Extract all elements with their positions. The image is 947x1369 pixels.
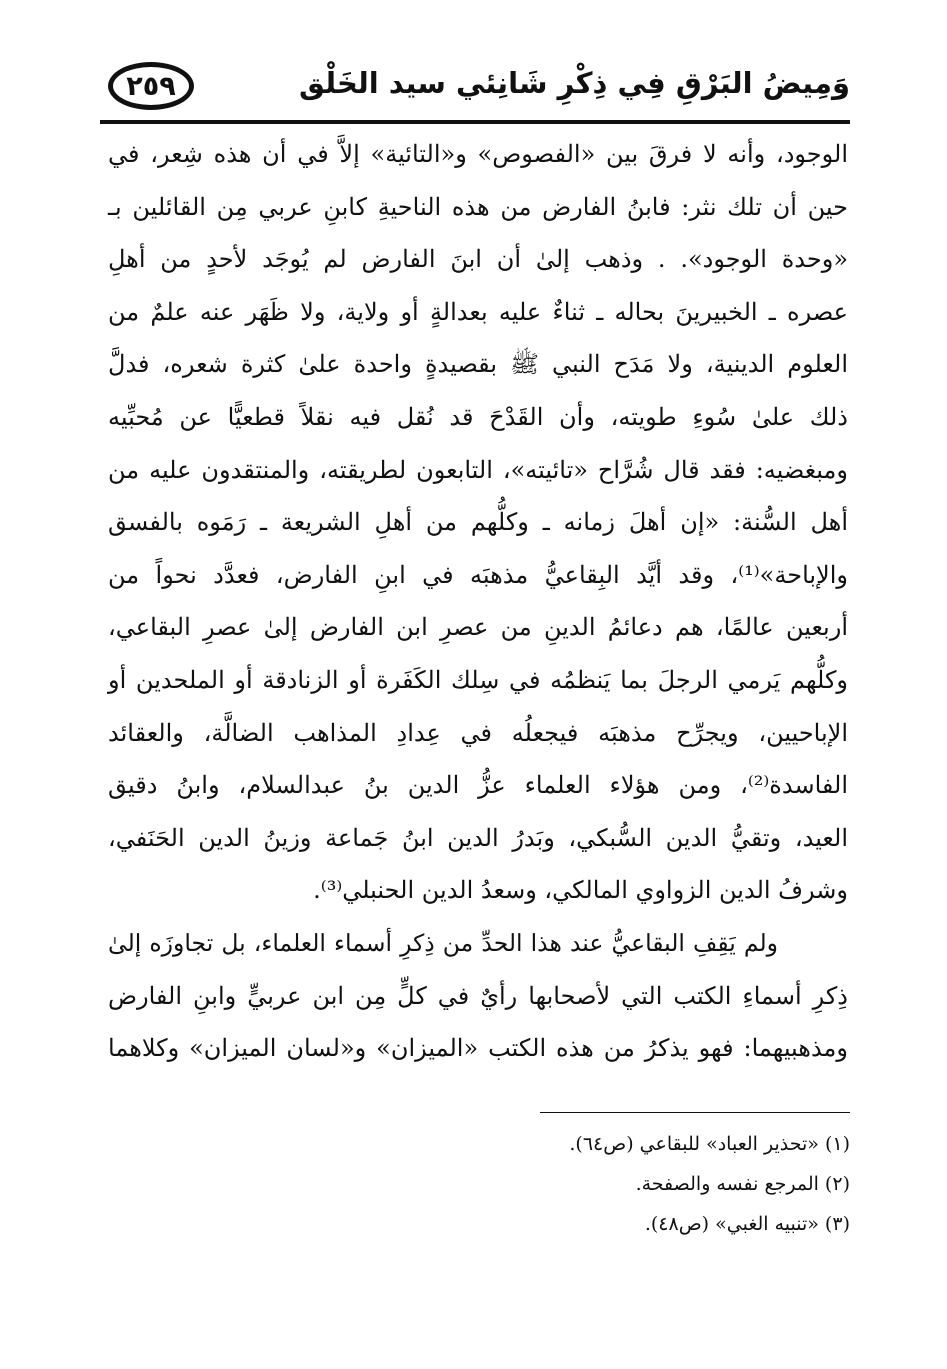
page-number: ٢٥٩ [126,70,176,102]
running-title: وَمِيضُ البَرْقِ فِي ذِكْرِ شَانِئي سيد الخَلْق [299,66,850,100]
text-line: العيد، وتقيُّ الدين السُّبكي، وبَدرُ الدين ابنُ جَماعة وزينُ الدين الحَنَفي، [108,823,848,852]
text-line: ومبغضيه: فقد قال شُرَّاح «تائيته»، التابعون لطريقته، والمنتقدون عليه من [108,455,848,484]
footnotes [350,1124,850,1244]
text-line: أهل السُّنة: «إن أهلَ زمانه ـ وكلُّهم من أهلِ الشريعة ـ رَمَوه بالفسق [108,508,848,537]
text-line: وشرفُ الدين الزواوي المالكي، وسعدُ الدين الحنبلي⁽³⁾. [313,876,848,905]
page-number-badge [108,62,194,110]
page-header [100,52,850,122]
body-text [108,128,848,1075]
text-line: حين أن تلك نثر: فابنُ الفارض من هذه الناحيةِ كابنِ عربي مِن القائلين بـ [108,192,848,221]
text-line: ولم يَقِفِ البقاعيُّ عند هذا الحدِّ من ذِكرِ أسماء العلماء، بل تجاوزَه إلىٰ [108,928,778,957]
footnote-rule [540,1112,850,1113]
text-line: عصره ـ الخبيرينَ بحاله ـ ثناءٌ عليه بعدالةٍ أو ولاية، ولا ظَهَر عنه علمٌ من [108,297,849,326]
footnote: (٢) المرجع نفسه والصفحة. [635,1173,850,1195]
text-line: ذلك علىٰ سُوءِ طويته، وأن القَدْحَ قد نُقل فيه نقلاً قطعيًّا عن مُحبِّيه [108,402,848,431]
text-line: والإباحة»⁽¹⁾، وقد أيَّد البِقاعيُّ مذهبَه في ابنِ الفارض، فعدَّد نحواً من [108,560,848,589]
text-line: الفاسدة⁽²⁾، ومن هؤلاء العلماء عزُّ الدين بنُ عبدالسلام، وابنُ دقيق [108,771,848,800]
text-line: العلوم الدينية، ولا مَدَح النبي ﷺ بقصيدةٍ واحدة علىٰ كثرة شعره، فدلَّ [108,350,848,379]
text-line: ومذهبيهما: فهو يذكرُ من هذه الكتب «الميزان» و«لسان الميزان» وكلاهما [108,1034,848,1063]
text-line: «وحدة الوجود». . وذهب إلىٰ أن ابنَ الفارض لم يُوجَد لأحدٍ من أهلِ [108,245,848,274]
text-line: الوجود، وأنه لا فرقَ بين «الفصوص» و«التائية» إلاَّ في أن هذه شِعر، في [108,140,848,168]
header-rule [100,120,850,124]
text-line: وكلُّهم يَرمي الرجلَ بما يَنظمُه في سِلك الكَفَرة أو الزنادقة أو الملحدين أو [108,665,848,694]
text-line: أربعين عالمًا، هم دعائمُ الدينِ من عصرِ ابن الفارض إلىٰ عصرِ البقاعي، [108,613,848,642]
text-line: ذِكرِ أسماءِ الكتب التي لأصحابها رأيٌ في كلٍّ مِن ابن عربيٍّ وابنِ الفارض [108,981,848,1010]
text-line: الإباحيين، ويجرِّح مذهبَه فيجعلُه في عِدادِ المذاهب الضالَّة، والعقائد [108,718,848,747]
footnote: (١) «تحذير العباد» للبقاعي (ص٦٤). [569,1133,850,1155]
footnote: (٣) «تنبيه الغبي» (ص٤٨). [644,1213,850,1235]
